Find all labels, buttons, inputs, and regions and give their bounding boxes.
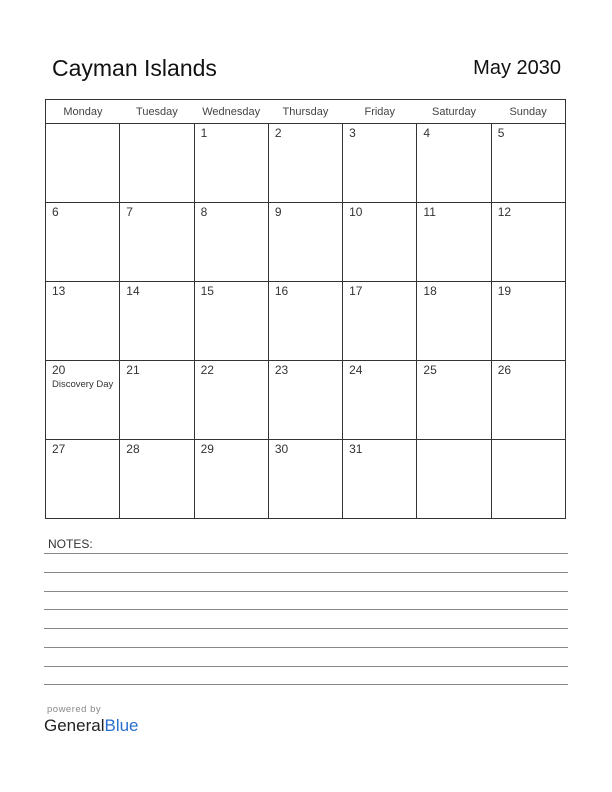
calendar-day-cell bbox=[417, 203, 491, 282]
calendar-day-cell bbox=[417, 282, 491, 361]
day-number: 8 bbox=[200, 205, 208, 219]
notes-line bbox=[44, 591, 568, 592]
powered-by-text: powered by bbox=[47, 704, 102, 715]
weekday-header: Thursday bbox=[268, 100, 342, 124]
day-number: 22 bbox=[200, 363, 214, 377]
calendar-day-cell bbox=[268, 282, 342, 361]
notes-line bbox=[44, 666, 568, 667]
notes-line bbox=[44, 553, 568, 554]
logo-blue-text: Blue bbox=[104, 716, 139, 735]
notes-line bbox=[44, 647, 568, 648]
calendar-day-cell bbox=[194, 440, 268, 519]
day-number: 30 bbox=[274, 442, 289, 456]
day-number: 13 bbox=[52, 284, 66, 298]
weekday-header: Monday bbox=[46, 100, 120, 124]
calendar-day-cell bbox=[268, 361, 342, 440]
day-number: 6 bbox=[52, 205, 59, 219]
notes-line bbox=[44, 684, 568, 685]
calendar-day-cell bbox=[194, 361, 268, 440]
day-number: 11 bbox=[423, 205, 436, 219]
day-number: 2 bbox=[274, 126, 282, 140]
calendar-day-cell bbox=[46, 361, 120, 440]
month-calendar-grid bbox=[45, 99, 566, 519]
calendar-day-cell bbox=[417, 361, 491, 440]
weekday-header: Tuesday bbox=[120, 100, 194, 124]
day-number: 7 bbox=[126, 205, 133, 219]
notes-label: NOTES: bbox=[48, 537, 93, 551]
day-number: 18 bbox=[423, 284, 437, 298]
calendar-day-cell bbox=[343, 361, 417, 440]
day-number: 25 bbox=[423, 363, 437, 377]
calendar-day-cell bbox=[417, 124, 491, 203]
day-number: 15 bbox=[200, 284, 214, 298]
day-number: 5 bbox=[497, 126, 505, 140]
day-number: 23 bbox=[274, 363, 289, 377]
notes-line bbox=[44, 572, 568, 573]
calendar-week-row bbox=[46, 124, 566, 203]
calendar-day-cell bbox=[46, 203, 120, 282]
calendar-day-cell bbox=[491, 282, 565, 361]
weekday-header: Wednesday bbox=[194, 100, 268, 124]
calendar-week-row bbox=[46, 440, 566, 519]
calendar-day-cell bbox=[343, 203, 417, 282]
calendar-day-cell bbox=[268, 203, 342, 282]
day-number: 29 bbox=[200, 442, 214, 456]
calendar-day-cell bbox=[343, 440, 417, 519]
calendar-day-cell bbox=[343, 282, 417, 361]
calendar-day-cell bbox=[120, 361, 194, 440]
calendar-day-cell bbox=[120, 440, 194, 519]
day-number: 21 bbox=[126, 363, 140, 377]
calendar-day-cell bbox=[120, 203, 194, 282]
day-number: 24 bbox=[349, 363, 363, 377]
calendar-day-cell bbox=[46, 440, 120, 519]
notes-line bbox=[44, 628, 568, 629]
day-number: 17 bbox=[349, 284, 363, 298]
calendar-day-cell bbox=[194, 203, 268, 282]
day-number: 16 bbox=[274, 284, 289, 298]
day-number: 12 bbox=[497, 205, 512, 219]
calendar-day-cell bbox=[491, 124, 565, 203]
generalblue-logo bbox=[44, 716, 139, 736]
day-number: 1 bbox=[200, 126, 208, 140]
calendar-day-cell bbox=[194, 282, 268, 361]
calendar-day-cell bbox=[120, 282, 194, 361]
calendar-day-cell bbox=[46, 124, 120, 203]
day-number: 20 bbox=[52, 363, 66, 377]
calendar-week-row bbox=[46, 282, 566, 361]
weekday-header: Sunday bbox=[491, 100, 565, 124]
holiday-label: Discovery Day bbox=[52, 379, 114, 390]
day-number: 26 bbox=[497, 363, 512, 377]
calendar-day-cell bbox=[491, 203, 565, 282]
calendar-day-cell bbox=[491, 361, 565, 440]
logo-general-text: General bbox=[44, 716, 105, 735]
day-number: 4 bbox=[423, 126, 431, 140]
day-number: 27 bbox=[52, 442, 66, 456]
calendar-country-title: Cayman Islands bbox=[52, 55, 217, 81]
weekday-header: Saturday bbox=[417, 100, 491, 124]
calendar-day-cell bbox=[491, 440, 565, 519]
weekday-header-row bbox=[46, 100, 566, 124]
day-number: 19 bbox=[497, 284, 512, 298]
calendar-day-cell bbox=[417, 440, 491, 519]
weekday-header: Friday bbox=[343, 100, 417, 124]
calendar-month-title: May 2030 bbox=[473, 57, 561, 79]
calendar-week-row bbox=[46, 361, 566, 440]
calendar-day-cell bbox=[343, 124, 417, 203]
day-number: 10 bbox=[349, 205, 363, 219]
calendar-day-cell bbox=[268, 124, 342, 203]
day-number: 28 bbox=[126, 442, 140, 456]
calendar-day-cell bbox=[120, 124, 194, 203]
calendar-day-cell bbox=[46, 282, 120, 361]
day-number: 31 bbox=[349, 442, 363, 456]
calendar-week-row bbox=[46, 203, 566, 282]
day-number: 14 bbox=[126, 284, 140, 298]
day-number: 3 bbox=[349, 126, 356, 140]
notes-line bbox=[44, 609, 568, 610]
day-number: 9 bbox=[274, 205, 282, 219]
calendar-day-cell bbox=[268, 440, 342, 519]
calendar-day-cell bbox=[194, 124, 268, 203]
